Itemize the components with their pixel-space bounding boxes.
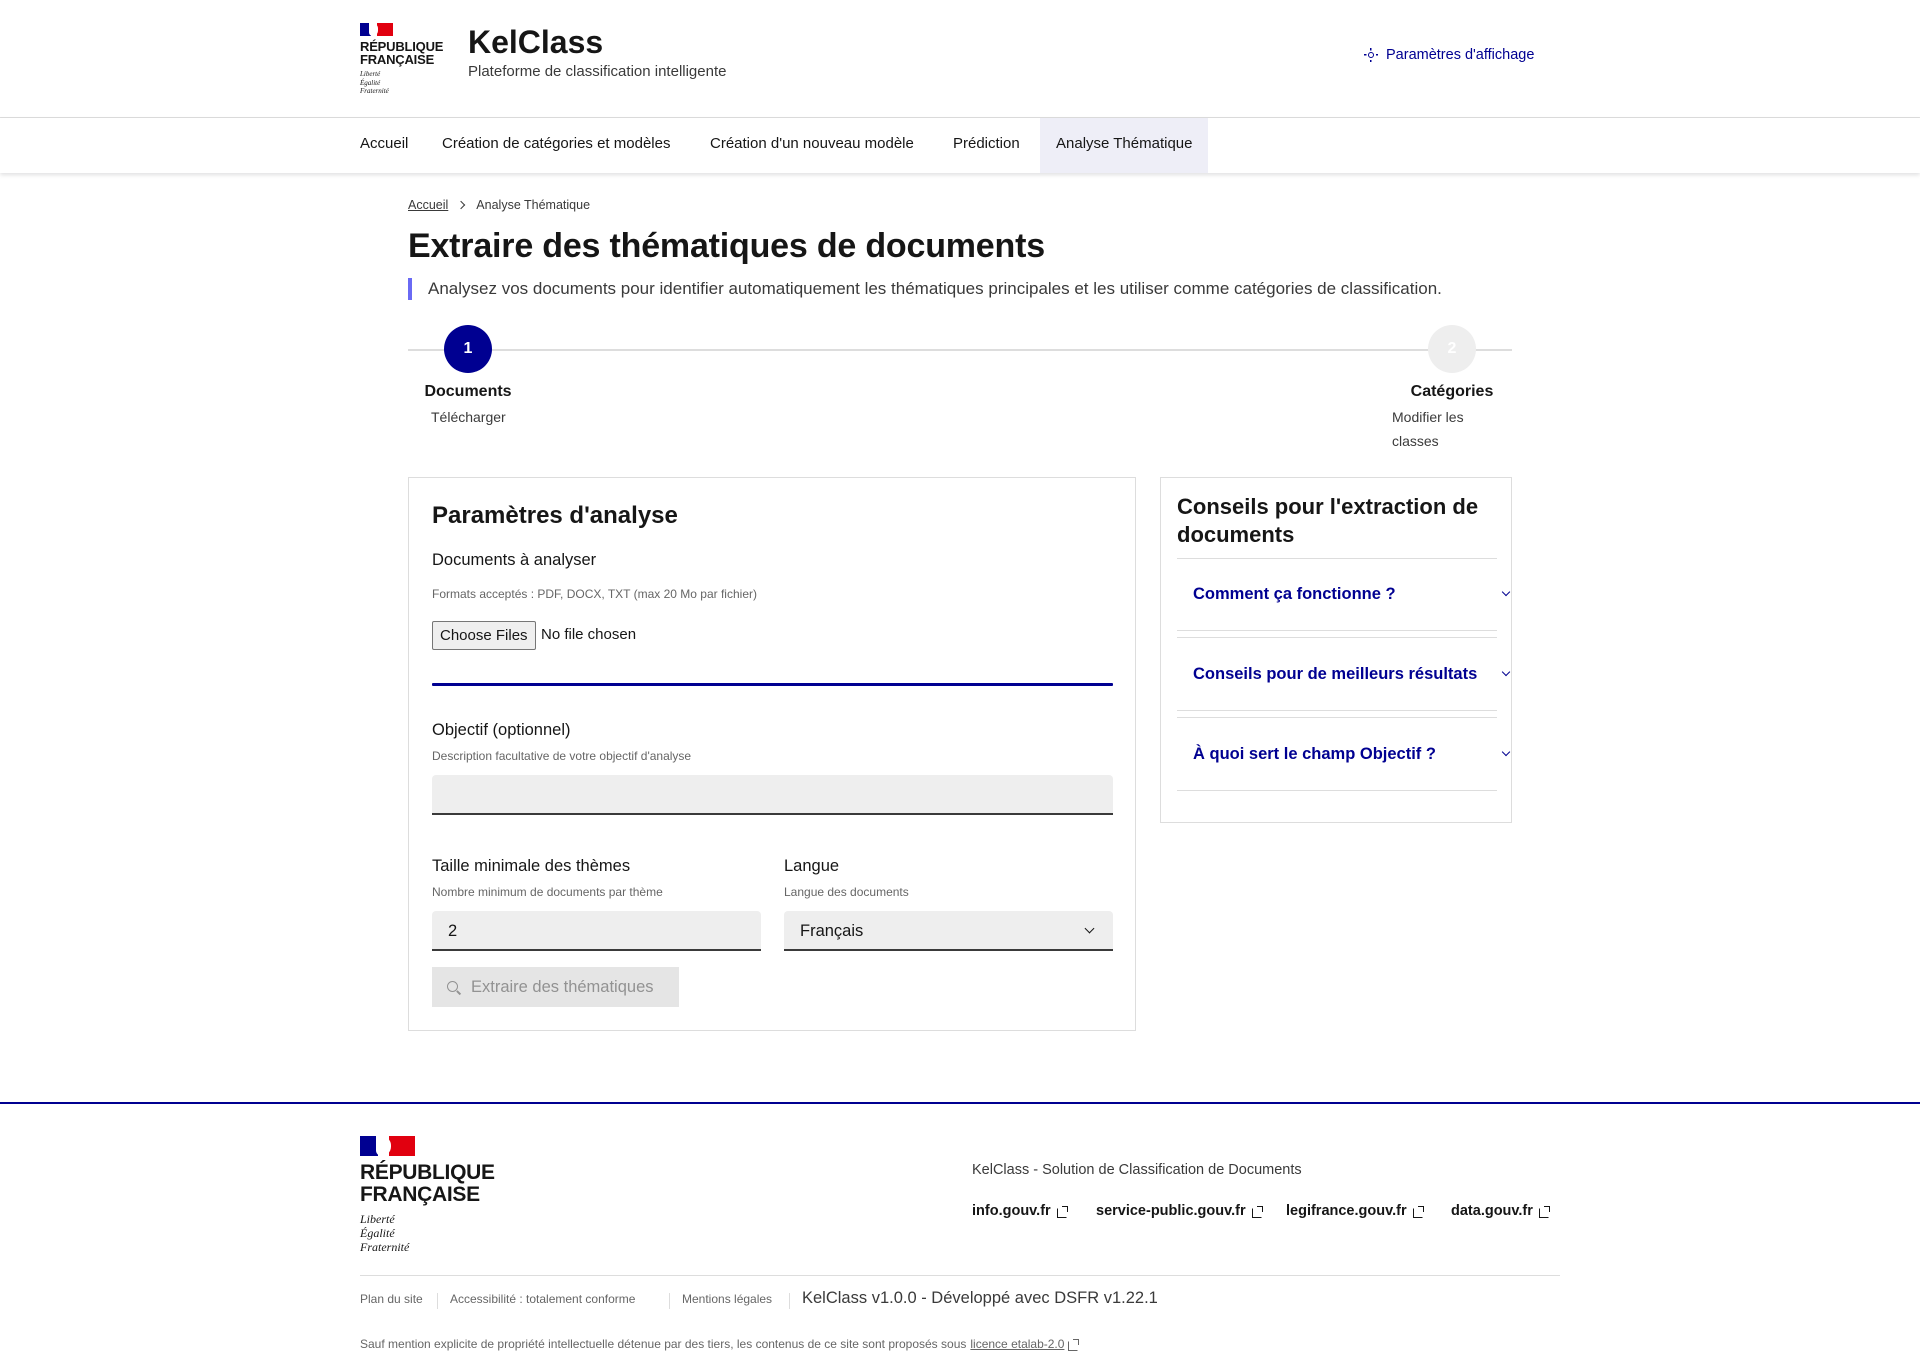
card-title: Paramètres d'analyse <box>432 502 678 529</box>
step-1-circle[interactable]: 1 <box>444 325 492 373</box>
footer-mentions-legales[interactable]: Mentions légales <box>682 1292 773 1306</box>
min-size-hint: Nombre minimum de documents par thème <box>432 885 663 899</box>
footer-logo-motto: Liberté Égalité Fraternité <box>360 1212 410 1254</box>
chevron-down-icon <box>1502 588 1510 596</box>
breadcrumb-home-link[interactable]: Accueil <box>408 198 449 212</box>
marianne-flag-icon <box>360 23 393 36</box>
accordion-how-it-works[interactable] <box>1177 559 1513 629</box>
footer-divider <box>360 1275 1560 1276</box>
objective-input[interactable] <box>432 775 1113 815</box>
footer-link-info-gouv[interactable] <box>972 1203 1068 1219</box>
license-link[interactable]: licence etalab-2.0 <box>970 1337 1065 1351</box>
step-2-subtitle: Modifier les classes <box>1392 409 1464 449</box>
step-1-subtitle: Télécharger <box>431 409 506 425</box>
site-header <box>0 0 1920 118</box>
display-settings-button[interactable] <box>1364 47 1534 63</box>
language-select[interactable] <box>784 911 1113 951</box>
objective-hint: Description facultative de votre objectif d'analyse <box>432 749 692 763</box>
nav-item-nouveau-modele[interactable]: Création d'un nouveau modèle <box>710 135 914 152</box>
language-select-value: Français <box>800 922 864 940</box>
accordion-divider <box>1177 637 1497 638</box>
site-footer <box>0 1102 1920 1369</box>
search-icon <box>446 980 461 995</box>
footer-link-label: service-public.gouv.fr <box>1096 1203 1246 1219</box>
republique-francaise-logo[interactable] <box>360 23 450 96</box>
nav-item-prediction[interactable]: Prédiction <box>953 135 1020 152</box>
language-label: Langue <box>784 857 840 875</box>
choose-files-button[interactable]: Choose Files <box>432 621 536 650</box>
accordion-divider <box>1177 710 1497 711</box>
breadcrumb-current: Analyse Thématique <box>476 198 591 212</box>
external-link-icon <box>1413 1206 1424 1217</box>
file-status: No file chosen <box>541 626 637 643</box>
site-tagline: Plateforme de classification intelligente <box>468 63 727 80</box>
accordion-divider <box>1177 790 1497 791</box>
objective-label: Objectif (optionnel) <box>432 721 571 739</box>
footer-separator <box>789 1293 790 1309</box>
footer-republique-francaise-logo[interactable] <box>360 1136 495 1254</box>
step-2-title: Catégories <box>1410 383 1494 400</box>
analysis-parameters-card <box>408 477 1136 1031</box>
accordion-divider <box>1177 630 1497 631</box>
footer-link-label: data.gouv.fr <box>1451 1203 1533 1219</box>
chevron-down-icon <box>1085 924 1095 934</box>
marianne-flag-icon <box>360 1136 415 1156</box>
footer-link-data-gouv[interactable] <box>1451 1203 1550 1219</box>
chevron-down-icon <box>1502 748 1510 756</box>
footer-version: KelClass v1.0.0 - Développé avec DSFR v1.22.1 <box>802 1289 1158 1307</box>
breadcrumb <box>408 198 590 212</box>
nav-item-analyse-thematique[interactable]: Analyse Thématique <box>1040 118 1208 173</box>
chevron-down-icon <box>1502 668 1510 676</box>
documents-label: Documents à analyser <box>432 551 597 569</box>
external-link-icon <box>1068 1339 1079 1350</box>
footer-link-legifrance[interactable] <box>1286 1203 1424 1219</box>
accordion-label: Comment ça fonctionne ? <box>1193 584 1396 603</box>
footer-description: KelClass - Solution de Classification de Documents <box>972 1162 1302 1178</box>
chevron-right-icon <box>457 201 465 209</box>
documents-hint: Formats acceptés : PDF, DOCX, TXT (max 20 Mo par fichier) <box>432 587 757 601</box>
min-size-input[interactable]: 2 <box>432 911 761 951</box>
language-hint: Langue des documents <box>784 885 909 899</box>
extract-themes-label: Extraire des thématiques <box>471 977 654 996</box>
step-2-circle: 2 <box>1428 325 1476 373</box>
file-input-underline <box>432 683 1113 686</box>
footer-link-service-public[interactable] <box>1096 1203 1263 1219</box>
external-link-icon <box>1057 1206 1068 1217</box>
footer-logo-name: RÉPUBLIQUE FRANÇAISE <box>360 1161 495 1206</box>
min-size-label: Taille minimale des thèmes <box>432 857 631 875</box>
tips-title: Conseils pour l'extraction de documents <box>1177 494 1479 547</box>
external-link-icon <box>1539 1206 1550 1217</box>
accordion-better-results[interactable] <box>1177 639 1513 709</box>
logo-name: RÉPUBLIQUE FRANÇAISE <box>360 39 444 67</box>
footer-separator <box>437 1293 438 1309</box>
nav-item-creation-categories[interactable]: Création de catégories et modèles <box>442 135 671 152</box>
sun-icon <box>1364 48 1378 62</box>
accordion-objective-field[interactable] <box>1177 719 1513 789</box>
nav-item-accueil[interactable]: Accueil <box>360 135 409 152</box>
stepper-track <box>408 349 1512 351</box>
footer-link-label: legifrance.gouv.fr <box>1286 1203 1407 1219</box>
extract-themes-button[interactable] <box>432 967 679 1007</box>
footer-accessibilite[interactable]: Accessibilité : totalement conforme <box>450 1292 636 1306</box>
footer-link-label: info.gouv.fr <box>972 1203 1051 1219</box>
site-title[interactable]: KelClass <box>468 24 604 60</box>
accordion-label: À quoi sert le champ Objectif ? <box>1193 744 1436 763</box>
display-settings-label: Paramètres d'affichage <box>1386 47 1535 63</box>
main-navigation <box>0 118 1920 173</box>
step-1-title: Documents <box>424 383 512 400</box>
footer-plan-du-site[interactable]: Plan du site <box>360 1292 423 1306</box>
logo-motto: Liberté Égalité Fraternité <box>360 70 389 95</box>
license-text: Sauf mention explicite de propriété intellectuelle détenue par des tiers, les contenus de ce site sont proposés sous <box>360 1337 967 1351</box>
accordion-label: Conseils pour de meilleurs résultats <box>1193 664 1478 683</box>
tips-card <box>1160 477 1512 823</box>
page-title: Extraire des thématiques de documents <box>408 227 1045 265</box>
external-link-icon <box>1252 1206 1263 1217</box>
accordion-divider <box>1177 717 1497 718</box>
footer-license <box>360 1337 1079 1351</box>
footer-separator <box>669 1293 670 1309</box>
page-lead: Analysez vos documents pour identifier automatiquement les thématiques principales et les utiliser comme catégories de classification. <box>408 278 1442 300</box>
